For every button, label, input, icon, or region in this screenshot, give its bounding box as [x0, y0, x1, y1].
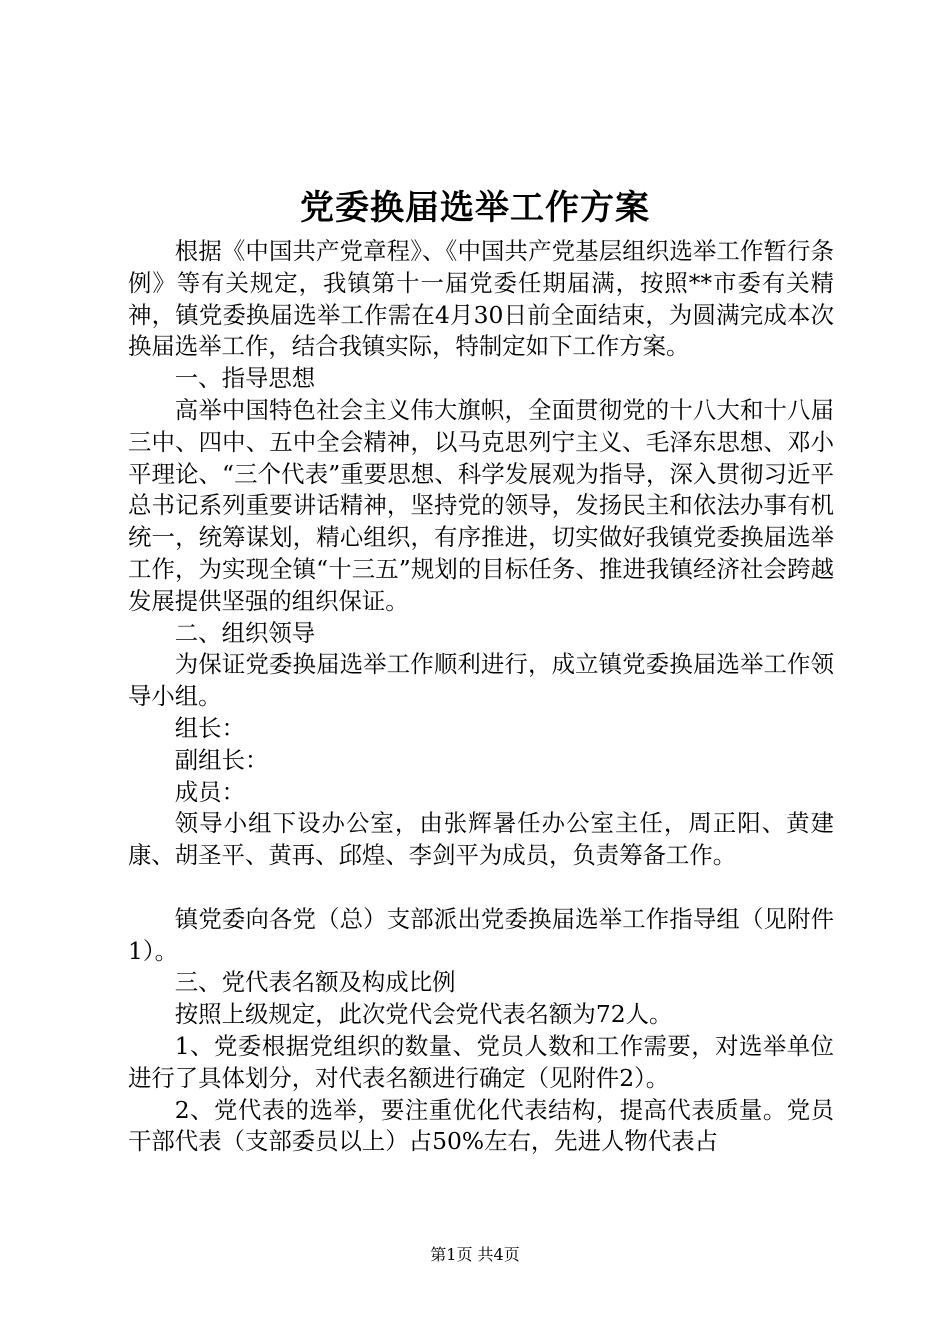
paragraph-guiding-ideology: 高举中国特色社会主义伟大旗帜，全面贯彻党的十八大和十八届三中、四中、五中全会精神，以马克思列宁主义、毛泽东思想、邓小平理论、“三个代表”重要思想、科学发展观为指导，深入贯彻习近平总书记系列重要讲话精神，坚持党的领导，发扬民主和依法办事有机统一，统筹谋划，精心组织，有序推进，切实做好我镇党委换届选举工作，为实现全镇“十三五”规划的目标任务、推进我镇经济社会跨越发展提供坚强的组织保证。: [128, 395, 834, 615]
paragraph-item-1: 1、党委根据党组织的数量、党员人数和工作需要，对选举单位进行了具体划分，对代表名额进行确定（见附件2）。: [128, 1031, 834, 1092]
heading-guiding-ideology: 一、指导思想: [174, 364, 316, 393]
paragraph-intro: 根据《中国共产党章程》、《中国共产党基层组织选举工作暂行条例》等有关规定，我镇第十一届党委任期届满，按照**市委有关精神，镇党委换届选举工作需在4月30日前全面结束，为圆满完成本次换届选举工作，结合我镇实际，特制定如下工作方案。: [128, 237, 834, 361]
document-body: [128, 236, 834, 1158]
page-footer: 第1页 共4页: [430, 1245, 520, 1264]
line-members: 成员：: [174, 777, 245, 806]
paragraph-organization: 为保证党委换届选举工作顺利进行，成立镇党委换届选举工作领导小组。: [128, 650, 834, 711]
paragraph-quota: 按照上级规定，此次党代会党代表名额为72人。: [174, 1000, 673, 1029]
line-group-leader: 组长：: [174, 713, 245, 742]
document-title: 党委换届选举工作方案: [300, 188, 650, 228]
paragraph-office: 领导小组下设办公室，由张辉暑任办公室主任，周正阳、黄建康、胡圣平、黄再、邱煌、李剑平为成员，负责筹备工作。: [128, 809, 834, 870]
paragraph-item-2: 2、党代表的选举，要注重优化代表结构，提高代表质量。党员干部代表（支部委员以上）占50%左右，先进人物代表占: [128, 1095, 834, 1156]
heading-organization: 二、组织领导: [174, 618, 316, 647]
paragraph-guidance-group: 镇党委向各党（总）支部派出党委换届选举工作指导组（见附件1）。: [128, 904, 834, 965]
heading-delegate-quota: 三、党代表名额及构成比例: [174, 968, 456, 997]
line-deputy-leader: 副组长：: [174, 745, 269, 774]
